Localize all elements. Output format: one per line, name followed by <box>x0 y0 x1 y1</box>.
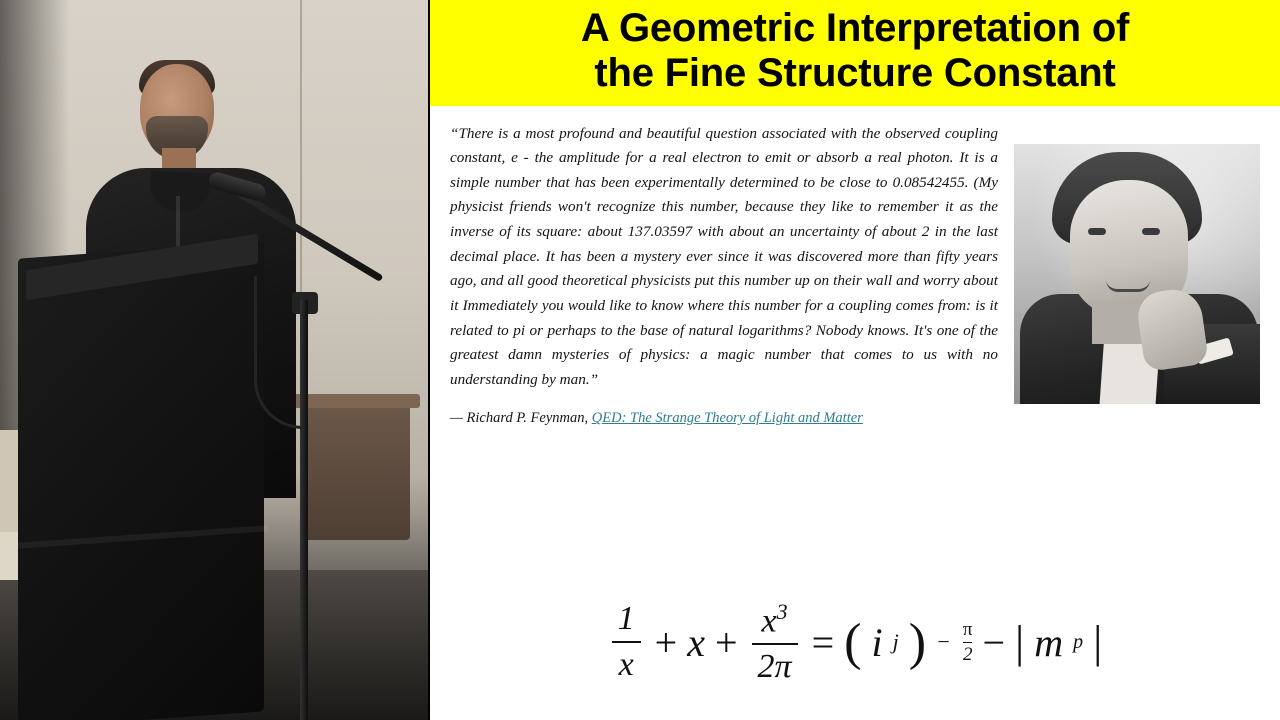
fraction-denominator: x <box>618 646 634 684</box>
presenter-video-pane[interactable] <box>0 0 428 720</box>
feynman-quote: “There is a most profound and beautiful question associated with the observed coupling constant, e - the amplitude for a real electron to emit or absorb a real photon. It is a simple number that has been experimentally determined to be close to 0.08542455. (My physicist friends won't recognize this number, because they like to remember it as the inverse of its square: about 137.03597 with about an uncertainty of about 2 in the last decimal place. It has been a mystery ever since it was discovered more than fifty years ago, and all good theoretical physicists put this number up on their wall and worry about it Immediately you would like to know where this number for a coupling comes from: is it related to pi or perhaps to the base of natural logarithms? Nobody knows. It's one of the greatest damn mysteries of physics: a magic number that comes to us with no understanding by man.” <box>450 124 998 388</box>
equation-plus-2: + <box>714 619 738 665</box>
fraction-bar <box>612 641 641 643</box>
slide-title-line-1: A Geometric Interpretation of <box>580 6 1130 50</box>
exponent-numerator: π <box>962 618 973 640</box>
numerator-base: x <box>761 602 777 639</box>
numerator-exponent: 3 <box>776 598 788 624</box>
slide-pane <box>428 0 1280 720</box>
equation-row <box>608 599 1103 686</box>
equation-base-exponent-j: j <box>892 629 899 655</box>
equation-open-paren: ( <box>844 613 862 671</box>
quote-attribution-author: — Richard P. Feynman, <box>450 410 592 427</box>
fraction-numerator: 1 <box>617 600 635 638</box>
feynman-portrait <box>1014 144 1260 404</box>
abs-subscript-p: p <box>1073 630 1084 653</box>
audio-cable <box>254 276 303 429</box>
fraction-one-over-x <box>612 600 641 684</box>
slide-title <box>430 0 1280 106</box>
equation-equals: = <box>811 619 835 665</box>
quote-block <box>450 122 998 428</box>
lectern <box>18 241 264 720</box>
equation-exponent-fraction <box>963 619 973 667</box>
equation-base-i: i <box>871 619 883 665</box>
fraction-x-cubed-over-2pi <box>752 599 798 686</box>
portrait-eye-left <box>1088 228 1106 235</box>
equation-plus-1: + <box>654 619 678 665</box>
quote-source-link[interactable]: QED: The Strange Theory of Light and Matter <box>591 410 863 427</box>
slide-title-line-2: the Fine Structure Constant <box>594 50 1116 95</box>
portrait-eye-right <box>1142 228 1160 235</box>
side-table <box>300 400 410 540</box>
abs-open-bar: | <box>1015 615 1025 667</box>
fraction-denominator-2: 2π <box>757 648 792 685</box>
abs-close-bar: | <box>1093 615 1103 667</box>
exponent-bar <box>963 642 973 644</box>
fraction-bar-2 <box>752 643 798 645</box>
equation-minus: − <box>982 619 1006 665</box>
equation-exponent-sign: − <box>936 629 951 655</box>
equation-term-x: x <box>687 619 705 665</box>
quote-attribution <box>450 410 998 427</box>
equation-close-paren: ) <box>908 613 927 671</box>
slide-body <box>430 106 1280 428</box>
side-table-top <box>292 394 420 408</box>
equation <box>430 592 1280 686</box>
exponent-denominator: 2 <box>962 644 973 666</box>
fraction-numerator-2 <box>755 599 793 640</box>
abs-variable-m: m <box>1034 619 1064 665</box>
portrait-mouth <box>1106 280 1150 292</box>
